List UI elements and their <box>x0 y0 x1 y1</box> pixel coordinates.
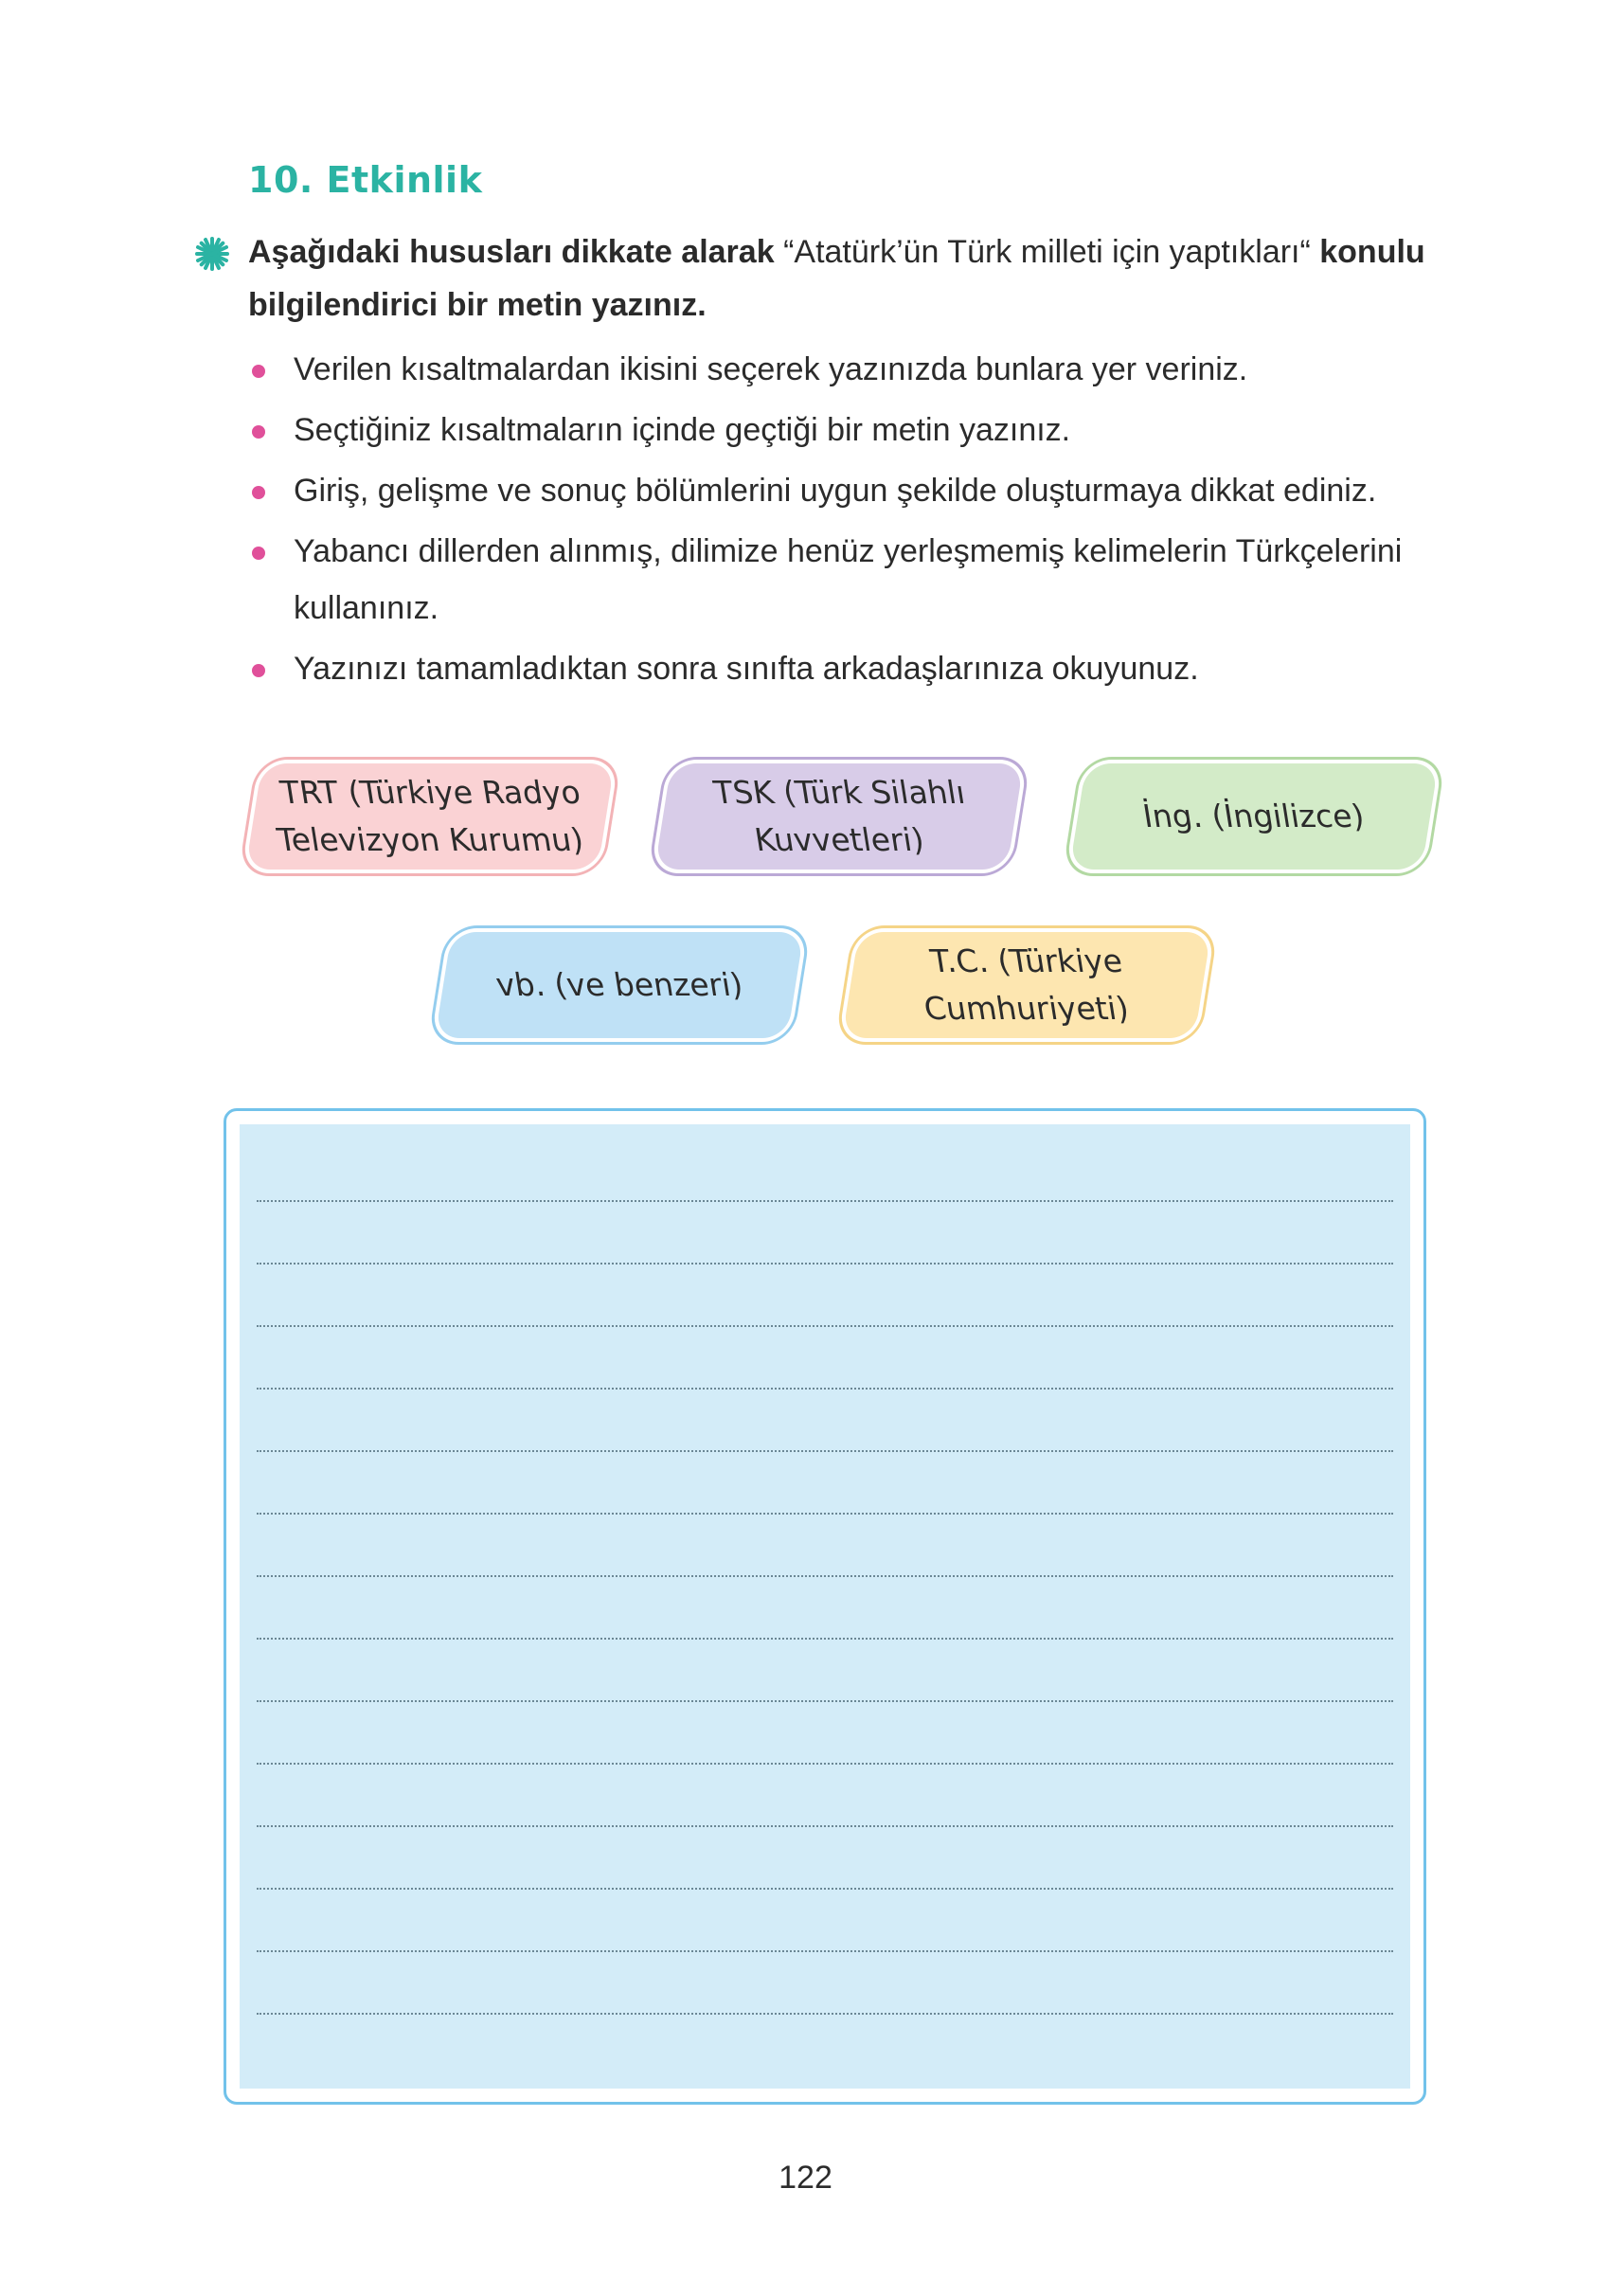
list-item-text: Yazınızı tamamladıktan sonra sınıfta arkadaşlarınıza okuyunuz. <box>294 651 1199 687</box>
abbreviation-card-vb <box>435 932 804 1038</box>
writing-line <box>257 1825 1393 1827</box>
writing-line <box>257 1513 1393 1515</box>
bullet-dot-icon <box>252 547 265 560</box>
instruction-bold-1: Aşağıdaki hususları dikkate alarak <box>248 234 784 270</box>
bullet-dot-icon <box>252 486 265 499</box>
writing-line <box>257 1450 1393 1452</box>
abbr-line-1: İng. (İngilizce) <box>1140 798 1368 834</box>
list-item <box>248 523 1470 637</box>
writing-area-lines[interactable] <box>240 1124 1410 2089</box>
list-item-text: Seçtiğiniz kısaltmaların içinde geçtiği bir metin yazınız. <box>294 412 1071 448</box>
abbreviation-card-ing <box>1069 763 1439 870</box>
abbr-line-1: T.C. (Türkiye <box>927 942 1125 979</box>
bullet-dot-icon <box>252 664 265 677</box>
abbr-line-2: Televizyon Kurumu) <box>274 821 586 858</box>
list-item <box>248 402 1470 458</box>
writing-line <box>257 1950 1393 1952</box>
writing-line <box>257 1763 1393 1765</box>
abbr-line-2: Kuvvetleri) <box>751 821 927 858</box>
instruction-quote: “Atatürk’ün Türk milleti için yaptıkları“ <box>783 234 1311 270</box>
abbr-line-1: vb. (ve benzeri) <box>492 966 746 1003</box>
writing-line <box>257 1575 1393 1577</box>
abbreviation-card-tc <box>842 932 1211 1038</box>
instruction-text <box>248 225 1470 332</box>
writing-line <box>257 1700 1393 1702</box>
bullet-dot-icon <box>252 425 265 439</box>
sparkle-icon <box>195 237 229 271</box>
writing-line <box>257 1388 1393 1390</box>
abbr-line-2: Cumhuriyeti) <box>922 990 1132 1027</box>
writing-line <box>257 1263 1393 1265</box>
page-number: 122 <box>779 2160 832 2196</box>
writing-line <box>257 1200 1393 1202</box>
writing-area[interactable] <box>224 1108 1426 2105</box>
abbreviation-card-tsk <box>654 763 1024 870</box>
writing-line <box>257 1325 1393 1327</box>
list-item <box>248 341 1470 398</box>
list-item-text: Giriş, gelişme ve sonuç bölümlerini uygun şekilde oluşturmaya dikkat ediniz. <box>294 473 1377 509</box>
list-item-text: Yabancı dillerden alınmış, dilimize henüz yerleşmemiş kelimelerin Türkçelerini kullanınız. <box>294 533 1403 626</box>
list-item <box>248 462 1470 519</box>
writing-line <box>257 1638 1393 1640</box>
abbr-line-1: TRT (Türkiye Radyo <box>277 774 583 811</box>
list-item <box>248 640 1470 697</box>
list-item-text: Verilen kısaltmalardan ikisini seçerek yazınızda bunlara yer veriniz. <box>294 351 1248 387</box>
writing-line <box>257 2013 1393 2015</box>
writing-line <box>257 1888 1393 1890</box>
instruction-bold-2: konulu bilgilendirici bir metin yazınız. <box>248 234 1425 323</box>
activity-title: 10. Etkinlik <box>248 159 483 201</box>
guideline-list <box>248 341 1470 701</box>
bullet-dot-icon <box>252 365 265 378</box>
abbreviation-card-trt <box>245 763 615 870</box>
abbr-line-1: TSK (Türk Silahlı <box>710 774 968 811</box>
